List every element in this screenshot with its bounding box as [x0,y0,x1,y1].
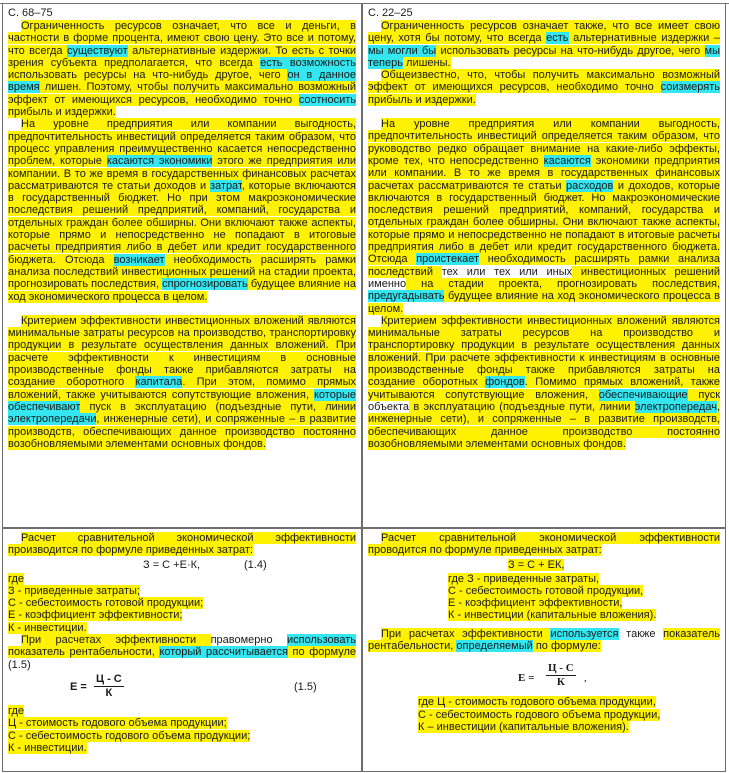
text-run: экономики предприятия или компании. В то же время в государственных финансовых расчетах рассматриваются те статьи [368,154,720,192]
right-formula-1: З = С + ЕК, [508,558,565,571]
text-run: альтернативные издержки. То есть с точки зрения субъекта предполагается, что всегда [8,44,356,69]
text-run: лишен. Поэтому, чтобы получить максимально возможный эффект от имеющихся ресурсов, необходимо точно [8,81,356,106]
right-paragraph-1 [368,20,720,69]
text-run: прибыль и издержки. [8,106,116,119]
right-formula-2-row [368,652,720,696]
right-def2-1: где Ц - стоимость годового объема продукции, [418,696,656,709]
text-run: который рассчитывается [159,646,288,659]
text-run: затрат [209,179,242,192]
right-paragraph-2 [368,69,720,106]
text-run: по формуле [287,646,357,659]
text-run: пуск [687,388,721,401]
text-run: фондов [485,376,525,389]
text-run: он в данное время [8,69,356,94]
text-run: будущее влияние на ход экономического процесса в целом. [8,278,356,303]
text-run: также [618,627,664,640]
text-run: , инженерные сети), и сопряженные – в развитие производств, обеспечивающих данное производство постоянно возобновляемыми элементами основных фондов. [368,400,720,450]
left-def-4: К - инвестиции. [8,621,87,634]
text-run: спрогнозировать [162,278,248,291]
left-def2-1: Ц - стоимость годового объема продукции; [8,717,227,730]
text-run: определяемый [456,640,533,653]
left-fraction-denominator: К [105,686,113,699]
text-run: соизмерять [660,81,720,94]
text-run: (1.5) [8,658,31,671]
text-run: показатель рентабельности, [8,646,160,659]
text-run: в эксплуатацию (подъездные пути, линии [409,400,635,413]
text-run: существуют [66,44,128,57]
text-run: Критерием эффективности инвестиционных вложений являются минимальные затраты ресурсов на производство и транспортировку продукции в результате осуществления данных вложений. При расчете эффективности к инвестициям в основные производственные фонды также прибавляются затраты на создание оборотных [368,314,720,389]
right-formula-intro: Расчет сравнительной экономической эффективности проводится по формуле приведенных затрат: [368,532,720,557]
text-run: мы могли бы [368,44,437,57]
text-run: касаются экономики [106,155,213,168]
text-run: использовать [286,634,356,647]
text-run: есть [546,32,569,45]
text-run: используется [550,627,619,640]
right-formula-2-tail: , [584,672,587,685]
text-run: этого же предприятия или компании. В то же время в государственных финансовых расчетах рассматриваются те статьи доходов и [8,155,357,192]
text-run: именно [368,277,407,290]
right-def-1: где З - приведенные затраты, [448,572,600,585]
text-run: электропередач [634,400,717,413]
right-formula-2-fraction [546,662,576,689]
text-run: мы теперь [368,44,720,69]
right-fraction-numerator: Ц - С [548,662,574,675]
text-run: инвестиционных решений [572,265,721,278]
left-formula-1-number: (1.4) [244,558,267,571]
text-run: тех или тех или иных [441,265,573,278]
left-formula-2-row [8,671,356,705]
text-run: капитала [135,376,183,389]
text-run: расходов [565,179,614,192]
left-def-2: С - себестоимость готовой продукции; [8,597,204,610]
text-run: необходимость расширять рамки анализа последствий инвестиционных решений на стадии проекта, прогнозировать последствия, [8,253,356,291]
text-run: При расчетах эффективности [381,627,551,640]
right-paragraph-rentability [368,628,720,653]
right-formula-2-lhs: Е = [518,672,535,685]
text-run: проистекает [416,253,480,266]
left-paragraph-1 [8,20,356,118]
right-pages-ref: С. 22–25 [368,7,413,19]
left-fraction-numerator: Ц - С [96,672,122,685]
text-run: показатель рентабельности, [368,627,720,653]
text-run: альтернативные издержки – [568,32,720,45]
text-run: необходимость расширять рамки анализа последствий [368,253,720,278]
left-paragraph-2 [8,118,356,302]
right-def-4: К - инвестиции (капитальные вложения). [448,609,657,622]
text-run: На уровне предприятия или компании выгодность, предпочтительность инвестиций определяется таким образом, что процесс управления преимущественно касается непосредственно проблем, которые [8,118,356,168]
left-pages-ref: С. 68–75 [8,7,53,19]
text-run: использовать ресурсы на что-нибудь другое, чего [436,44,705,57]
left-bottom-cell [2,528,362,772]
left-formula-intro: Расчет сравнительной экономической эффективности производится по формуле приведенных затрат: [8,532,356,557]
text-run: , которые включаются в государственный бюджет. Но при этом макроэкономические последствия решений предприятий, компаний, государства и отдельных граждан более обширны. Они включают также аспекты, которые прямо и непосредственно не попадают в итоговые расчеты предприятия либо в дебет или кредит государственного бюджета. Отсюда [8,179,356,266]
right-bottom-cell [362,528,726,772]
left-def-3: Е - коэффициент эффективности; [8,609,183,622]
text-run: объекта [368,400,410,413]
text-run: которые обеспечивают [8,388,356,413]
right-paragraph-4 [368,315,720,450]
left-where-1: где [8,572,25,585]
text-run: прибыль и издержки. [368,93,476,106]
right-formula-1-row [368,557,720,573]
text-run: Ограниченность ресурсов означает, что все и деньги, в частности в форме процента, имеют свою цену. Это все и потому, что всегда [8,20,356,57]
text-run: На уровне предприятия или компании выгодность, предпочтительность инвестиций определяется таким образом, что руководство редко обращает внимание на какие-либо эффекты, кроме тех, что непосредственно [368,118,720,167]
text-run: касаются [543,154,591,167]
left-formula-1-row [8,557,356,573]
text-run: использовать ресурсы на что-нибудь другое, чего [8,69,288,82]
right-top-cell [362,3,726,528]
left-def-1: З - приведенные затраты; [8,584,140,597]
text-run: электропередачи [8,413,97,426]
text-run: есть возможность [260,56,357,69]
left-where-2: где [8,704,25,717]
left-formula-2-number: (1.5) [294,680,317,693]
text-run: . Помимо прямых вложений, также учитываются сопутствующие вложения, [368,376,720,401]
right-fraction-denominator: К [556,676,565,689]
right-def2-2: С - себестоимость годового объема продукции, [418,708,661,721]
text-run: Критерием эффективности инвестиционных вложений являются минимальные затраты ресурсов на производство, транспортировку продукции в результате осуществления данных вложений. При расчете эффективности к инвестициям в основные производственные фонды также прибавляются затраты на создание оборотного [8,314,356,389]
text-run: и доходов, которые включаются в государственный бюджет. Но макроэкономические последствия решений предприятий, компаний, государства и отдельных граждан более обширны. Они включают также аспекты, которые прямо и непосредственно не попадают в итоговые расчеты предприятия либо в дебет или кредит государственного бюджета. Отсюда [368,179,721,266]
left-paragraph-rentability [8,634,356,671]
left-formula-2-fraction [94,673,124,700]
text-run: обеспечивающие [598,388,688,401]
text-run: Общеизвестно, что, чтобы получить максимально возможный эффект от имеющихся ресурсов, необходимо точно [368,69,720,94]
text-run: правомерно [210,634,273,647]
right-def-3: Е - коэффициент эффективности, [448,597,623,610]
left-top-cell [2,3,362,528]
left-paragraph-3 [8,315,356,450]
left-def2-3: К - инвестиции. [8,741,87,754]
text-run: пуск в эксплуатацию (подъездные пути, линии [80,400,356,413]
right-def2-3: К – инвестиции (капитальные вложения). [418,720,629,733]
left-formula-2-lhs: Е = [70,680,87,693]
text-run: Ограниченность ресурсов означает также, что все имеет свою цену, хотя бы потому, что всегда [368,20,720,45]
right-paragraph-3 [368,118,720,315]
text-run: При расчетах эффективности [21,634,211,647]
text-run: возникает [113,253,165,266]
text-run: по формуле: [532,640,601,653]
text-run: . При этом, помимо прямых вложений, также учитываются сопутствующие вложения, [8,376,356,401]
text-run: соотносить [298,93,356,106]
text-run: будущее влияние на ход экономического процесса в целом. [368,290,720,315]
left-formula-1: З = С +Е·К, [143,558,201,571]
text-run: лишены. [402,56,451,69]
text-run: , инженерные сети), и сопряженные – в развитие производств, обеспечивающих данное производство постоянно возобновляемыми элементами основных фондов. [8,413,356,450]
text-run [273,634,287,646]
text-run: на стадии проекта, прогнозировать последствия, [406,277,720,290]
right-def-2: С - себестоимость готовой продукции, [448,584,644,597]
text-run: предугадывать [368,290,445,303]
left-def2-2: С - себестоимость годового объема продукции; [8,729,251,742]
